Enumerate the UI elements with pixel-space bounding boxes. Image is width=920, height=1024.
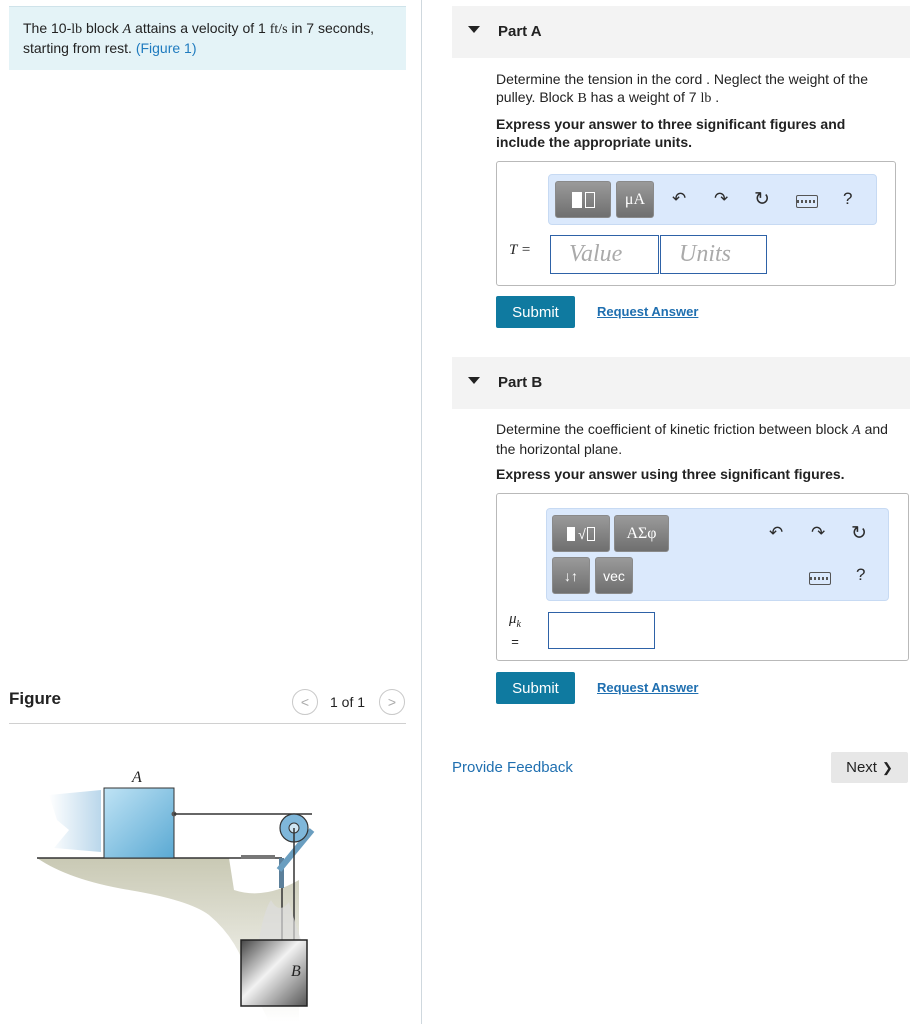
column-divider xyxy=(421,0,422,1024)
part-b-header[interactable] xyxy=(452,357,910,409)
next-button[interactable] xyxy=(831,752,908,783)
part-b-submit-button[interactable]: Submit xyxy=(496,672,575,704)
figure-link[interactable]: (Figure 1) xyxy=(135,40,197,56)
keyboard-icon[interactable] xyxy=(796,195,818,208)
part-b-instruction: Express your answer using three significant figures. xyxy=(496,466,845,482)
template-box-icon xyxy=(587,527,595,541)
redo-icon[interactable]: ↷ xyxy=(811,523,826,542)
subscript-button[interactable]: ↓↑ xyxy=(552,557,590,594)
units-input[interactable]: Units xyxy=(660,235,767,274)
units-button[interactable]: μA xyxy=(616,181,654,218)
label-b: B xyxy=(291,963,301,980)
part-a-question: Determine the tension in the cord . Neglect the weight of the pulley. Block B has a weight of 7 lb . xyxy=(496,71,868,106)
part-a-submit-button[interactable]: Submit xyxy=(496,296,575,328)
part-a-request-answer-link[interactable]: Request Answer xyxy=(597,304,699,319)
block-a-symbol: A xyxy=(122,22,132,37)
template-box-icon xyxy=(572,192,582,208)
next-figure-button[interactable] xyxy=(379,689,405,715)
templates-button[interactable] xyxy=(552,515,610,552)
part-a-instruction: Express your answer to three significant figures and include the appropriate units. xyxy=(496,116,846,150)
figure-title: Figure xyxy=(9,689,61,708)
next-label: Next xyxy=(846,759,877,776)
vector-button[interactable]: vec xyxy=(595,557,633,594)
block-a xyxy=(104,788,174,858)
part-a-answer-box xyxy=(496,161,896,286)
caret-down-icon xyxy=(468,377,480,384)
help-icon[interactable]: ? xyxy=(856,565,866,584)
figure-counter: 1 of 1 xyxy=(330,694,366,710)
chevron-right-icon: ❯ xyxy=(881,759,893,775)
part-a-title: Part A xyxy=(498,23,542,40)
problem-statement: The 10-lb block A attains a velocity of 1 ft/s in 7 seconds, starting from rest. (Figure 1) xyxy=(9,6,406,70)
pulley-base xyxy=(241,855,275,859)
keyboard-icon[interactable] xyxy=(809,572,831,585)
templates-button[interactable] xyxy=(555,181,611,218)
greek-symbols-button[interactable]: ΑΣφ xyxy=(614,515,669,552)
tension-label: T = xyxy=(509,242,531,258)
coefficient-input[interactable] xyxy=(548,612,655,649)
label-a: A xyxy=(132,769,142,786)
prev-figure-button[interactable] xyxy=(292,689,318,715)
motion-blur-a xyxy=(49,790,101,852)
provide-feedback-link[interactable]: Provide Feedback xyxy=(452,759,573,776)
redo-icon[interactable]: ↷ xyxy=(714,189,729,208)
part-a-header[interactable] xyxy=(452,6,910,58)
pulley-figure xyxy=(9,740,299,1022)
reset-icon[interactable]: ↻ xyxy=(754,189,770,210)
undo-icon[interactable]: ↶ xyxy=(672,189,687,208)
part-b-request-answer-link[interactable]: Request Answer xyxy=(597,680,699,695)
part-a-toolbar xyxy=(548,174,877,225)
help-icon[interactable]: ? xyxy=(843,189,853,208)
template-box-icon xyxy=(585,192,595,208)
template-box-icon xyxy=(567,527,575,541)
caret-down-icon xyxy=(468,26,480,33)
value-input[interactable]: Value xyxy=(550,235,659,274)
radical-icon: √ xyxy=(578,525,586,542)
chevron-left-icon: < xyxy=(300,694,310,710)
figure-header xyxy=(9,686,406,724)
undo-icon[interactable]: ↶ xyxy=(769,523,784,542)
reset-icon[interactable]: ↻ xyxy=(851,523,867,544)
part-b-answer-box xyxy=(496,493,909,661)
friction-coefficient-label: $\mu_k$ = xyxy=(509,611,521,649)
part-b-question: Determine the coefficient of kinetic friction between block A and the horizontal plane. xyxy=(496,421,888,457)
part-b-title: Part B xyxy=(498,374,543,391)
chevron-right-icon: > xyxy=(387,694,397,710)
part-b-toolbar xyxy=(546,508,889,601)
